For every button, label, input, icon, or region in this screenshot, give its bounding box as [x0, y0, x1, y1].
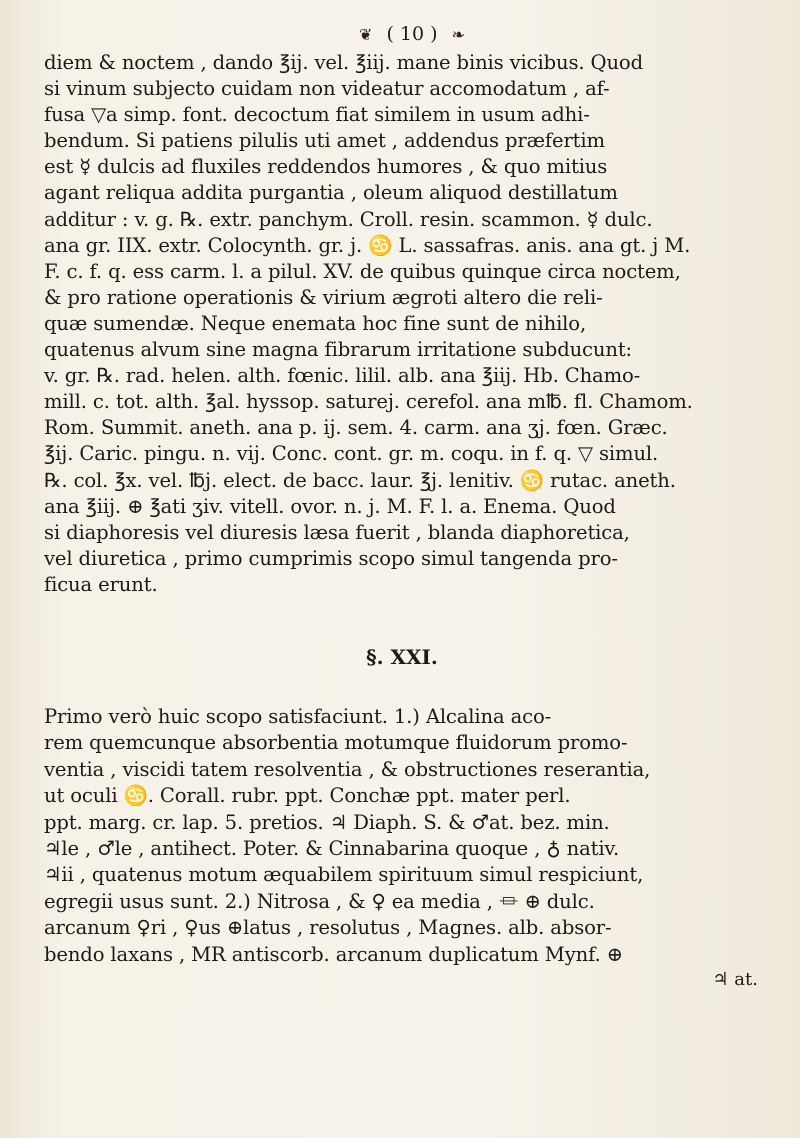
text-line: additur : v. g. ℞. extr. panchym. Croll. resin. scammon. ☿ dulc. [44, 207, 653, 231]
text-line: quatenus alvum sine magna fibrarum irritatione subducunt: [44, 338, 632, 362]
text-line: ppt. marg. cr. lap. 5. pretios. ♃ Diaph. S. & ♂at. bez. min. [44, 810, 610, 834]
text-line: si diaphoresis vel diuresis læsa fuerit , blanda diaphoretica, [44, 520, 630, 544]
text-line: agant reliqua addita purgantia , oleum aliquod destillatum [44, 181, 618, 205]
page-number: ( 10 ) [386, 23, 438, 45]
text-line: est ☿ dulcis ad fluxiles reddendos humores , & quo mitius [44, 155, 608, 179]
text-line: egregii usus sunt. 2.) Nitrosa , & ♀ ea media , ⏛ ⊕ dulc. [44, 889, 595, 913]
section-heading: §. XXI. [366, 644, 438, 669]
paragraph-1 [44, 50, 760, 598]
text-line: bendum. Si patiens pilulis uti amet , addendus præfertim [44, 129, 605, 153]
text-line: ficua erunt. [44, 572, 158, 596]
text-line: quæ sumendæ. Neque enemata hoc fine sunt de nihilo, [44, 311, 587, 335]
text-line: F. c. f. q. ess carm. l. a pilul. XV. de quibus quinque circa noctem, [44, 259, 681, 283]
text-line: diem & noctem , dando ℥ij. vel. ℥iij. mane binis vicibus. Quod [44, 51, 643, 74]
text-line: arcanum ♀ri , ♀us ⊕latus , resolutus , Magnes. alb. absor- [44, 916, 612, 940]
text-line: ♃le , ♂le , antihect. Poter. & Cinnabarina quoque , ♁ nativ. [44, 837, 620, 860]
text-line: bendo laxans , MR antiscorb. arcanum duplicatum Mynf. ⊕ [44, 942, 623, 966]
text-line: ℞. col. ℥x. vel. ℔j. elect. de bacc. laur. ℥j. lenitiv. ♋ rutac. aneth. [44, 468, 676, 492]
text-line: ana ℥iij. ⊕ ℥ati ʒiv. vitell. ovor. n. j. M. F. l. a. Enema. Quod [44, 494, 616, 518]
ornament-left-icon: ❦ [359, 25, 373, 44]
ornament-right-icon: ❧ [451, 25, 465, 44]
text-line: ana gr. IIX. extr. Colocynth. gr. j. ♋ L. sassafras. anis. ana gt. j M. [44, 233, 691, 257]
text-line: ♃ii , quatenus motum æquabilem spirituum simul respiciunt, [44, 863, 644, 887]
text-line: vel diuretica , primo cumprimis scopo simul tangenda pro- [44, 546, 618, 570]
text-line: mill. c. tot. alth. ℥al. hyssop. saturej. cerefol. ana m℔. fl. Chamom. [44, 390, 693, 414]
text-line: ut oculi ♋. Corall. rubr. ppt. Conchæ ppt. mater perl. [44, 784, 571, 808]
text-line: ventia , viscidi tatem resolventia , & obstructiones reserantia, [44, 757, 651, 781]
text-line: Rom. Summit. aneth. ana p. ij. sem. 4. carm. ana ʒj. fœn. Græc. [44, 416, 668, 440]
text-line: si vinum subjecto cuidam non videatur accomodatum , af- [44, 77, 610, 101]
text-line: rem quemcunque absorbentia motumque fluidorum promo- [44, 731, 628, 755]
text-line: & pro ratione operationis & virium ægroti altero die reli- [44, 285, 603, 309]
text-line: Primo verò huic scopo satisfaciunt. 1.) Alcalina aco- [44, 704, 552, 728]
text-line: fusa ▽a simp. font. decoctum fiat similem in usum adhi- [44, 103, 590, 127]
paragraph-2 [44, 704, 760, 968]
page-header [64, 20, 760, 48]
text-line: ℥ij. Caric. pingu. n. vij. Conc. cont. gr. m. coqu. in f. q. ▽ simul. [44, 442, 659, 466]
catchword: ♃ at. [712, 969, 758, 991]
text-line: v. gr. ℞. rad. helen. alth. fœnic. lilil. alb. ana ℥iij. Hb. Chamo- [44, 364, 641, 388]
